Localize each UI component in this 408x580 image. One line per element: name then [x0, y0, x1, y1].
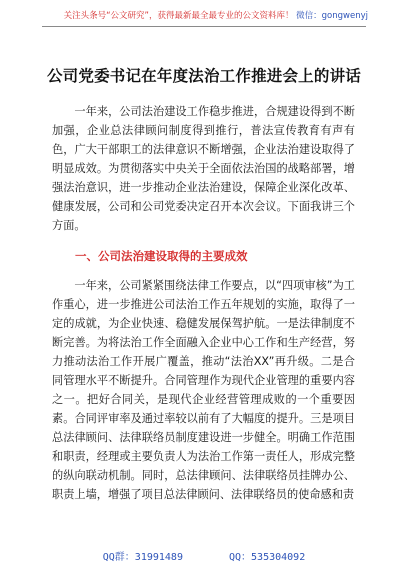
section-heading: 一、公司法治建设取得的主要成效	[75, 249, 248, 263]
section-paragraph: 一年来，公司紧紧围绕法律工作要点，以“四项审核”为工作重心，进一步推进公司法治工作五年规划的实施，取得了一定的成就，为企业快速、稳健发展保驾护航。一是法律制度不断完善。为将法治工作全面融入企业中心工作和生产经营，努力推动法治工作开展广覆盖，推动“法治XX”再升级。二是合同管理水平不断提升。合同管理作为现代企业管理的重要内容之一。把好合同关，是现代企业经营管理成败的一个重要因素。合同评审率及通过率较以前有了大幅度的提升。三是项目总法律顾问、法律联络员制度建设进一步健全。明确工作范围和职责，经理或主要负责人为法治工作第一责任人，形成完整的纵向联动机制。同时，总法律顾问、法律联络员挂牌办公、职责上墙，增强了项目总法律顾问、法律联络员的使命感和责	[52, 279, 355, 501]
header-note-wechat: 微信：gongwenyj	[296, 11, 368, 21]
footer-qq-group: QQ群：31991489	[102, 552, 183, 563]
intro-paragraph: 一年来，公司法治建设工作稳步推进，合规建设得到不断加强，企业总法律顾问制度得到推行，普法宣传教育有声有色，广大干部职工的法律意识不断增强，企业法治建设取得了明显成效。为贯彻落实中央关于全面依法治国的战略部署，增强法治意识，进一步推动企业法治建设，保障企业深化改革、健康发展，公司和公司党委决定召开本次会议。下面我讲三个方面。	[52, 105, 355, 232]
document-body	[52, 102, 355, 504]
header-divider	[42, 26, 366, 27]
header-note-promo: 关注头条号“公文研究”，获得最新最全最专业的公文资料库！	[63, 11, 294, 21]
document-title: 公司党委书记在年度法治工作推进会上的讲话	[46, 67, 361, 85]
footer-qq: QQ：535304092	[228, 552, 306, 563]
footer-contact	[0, 548, 408, 563]
header-note	[40, 10, 368, 22]
